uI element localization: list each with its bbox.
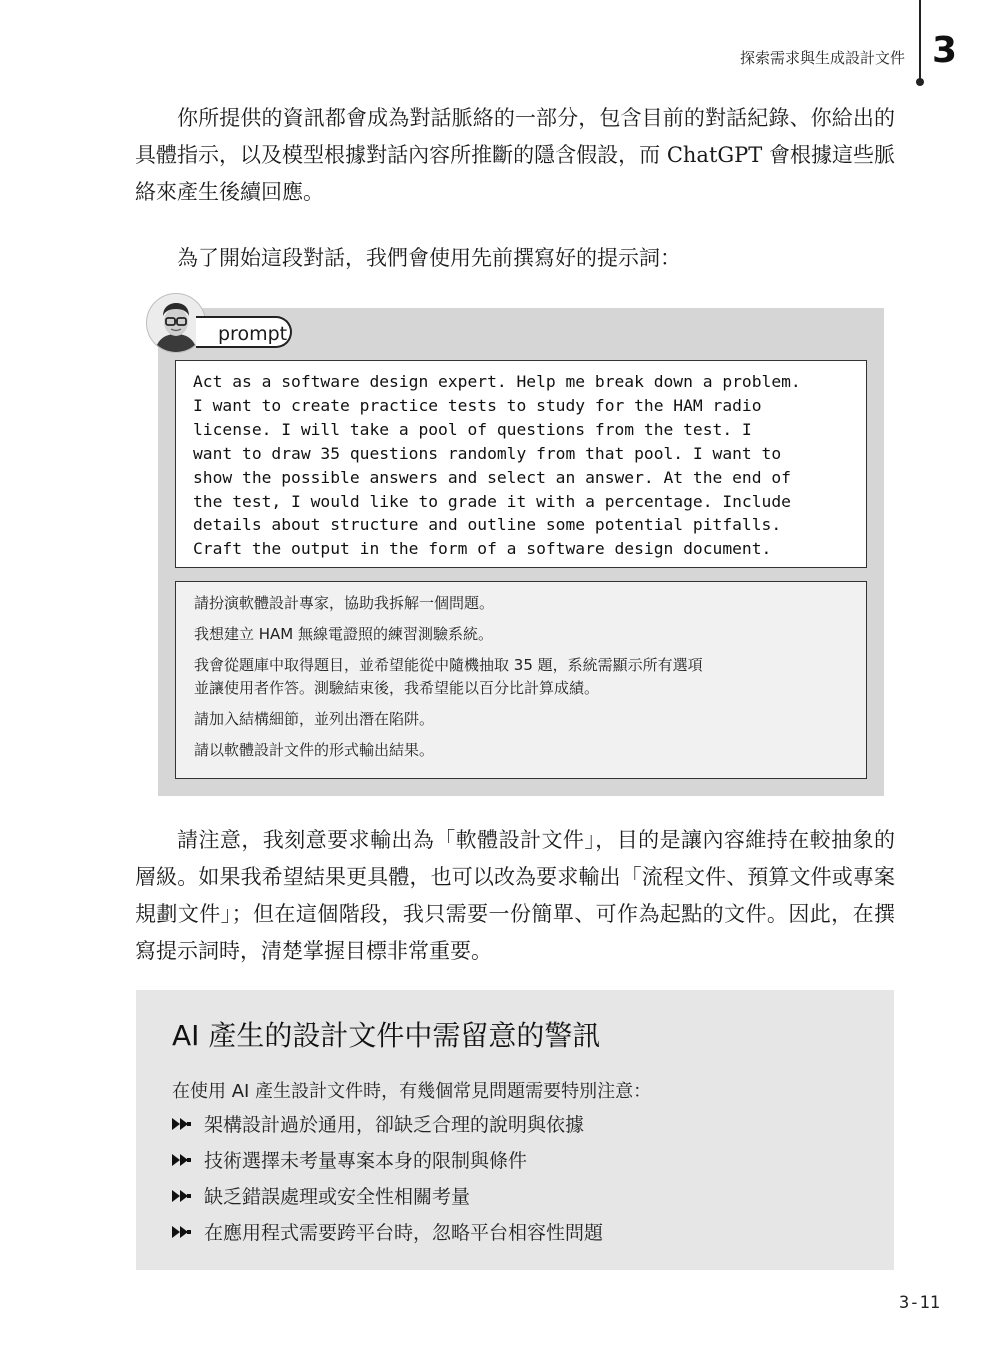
note-bullet-text: 技術選擇未考量專案本身的限制與條件 — [204, 1150, 528, 1172]
prompt-translation-box — [175, 581, 867, 779]
paragraph-intro-prompt: 為了開始這段對話，我們會使用先前撰寫好的提示詞： — [177, 246, 681, 270]
paragraph-explanation: 請注意，我刻意要求輸出為「軟體設計文件」，目的是讓內容維持在較抽象的層級。如果我希望結果更具體，也可以改為要求輸出「流程文件、預算文件或專案規劃文件」；但在這個階段，我只需要一份簡單、可作為起點的文件。因此，在撰寫提示詞時，清楚掌握目標非常重要。 — [135, 828, 895, 963]
double-arrow-bullet-icon — [172, 1118, 192, 1130]
prompt-line: license. I will take a pool of questions from the test. I — [193, 419, 752, 439]
paragraph-context: 你所提供的資訊都會成為對話脈絡的一部分，包含目前的對話紀錄、你給出的具體指示，以及模型根據對話內容所推斷的隱含假設，而 ChatGPT 會根據這些脈絡來產生後續回應。 — [135, 106, 895, 204]
translation-line: 請加入結構細節，並列出潛在陷阱。 — [194, 710, 435, 728]
translation-line: 我會從題庫中取得題目，並希望能從中隨機抽取 35 題，系統需顯示所有選項 — [194, 656, 703, 674]
note-bullet-item — [172, 1218, 603, 1245]
translation-line: 請扮演軟體設計專家，協助我拆解一個問題。 — [194, 594, 495, 612]
note-title: AI 產生的設計文件中需留意的警訊 — [172, 1019, 601, 1052]
prompt-line: the test, I would like to grade it with a percentage. Include — [193, 491, 791, 511]
note-bullet-text: 架構設計過於通用，卻缺乏合理的說明與依據 — [204, 1114, 585, 1136]
running-header-title: 探索需求與生成設計文件 — [739, 49, 905, 67]
double-arrow-bullet-icon — [172, 1190, 192, 1202]
prompt-line: details about structure and outline some potential pitfalls. — [193, 515, 782, 535]
translation-line: 請以軟體設計文件的形式輸出結果。 — [194, 741, 435, 759]
header-divider-dot — [916, 78, 924, 86]
note-bullet-item — [172, 1110, 584, 1137]
header-divider — [919, 0, 921, 82]
prompt-line: I want to create practice tests to study for the HAM radio — [193, 395, 762, 415]
prompt-line: Craft the output in the form of a software design document. — [193, 539, 772, 559]
translation-line: 並讓使用者作答。測驗結束後，我希望能以百分比計算成績。 — [194, 679, 600, 697]
translation-line: 我想建立 HAM 無線電證照的練習測驗系統。 — [194, 625, 494, 643]
prompt-line: want to draw 35 questions randomly from that pool. I want to — [193, 443, 782, 463]
prompt-tag: prompt — [196, 316, 292, 348]
prompt-line: show the possible answers and select an answer. At the end of — [193, 467, 791, 487]
note-bullet-text: 缺乏錯誤處理或安全性相關考量 — [204, 1186, 471, 1208]
note-bullet-text: 在應用程式需要跨平台時，忽略平台相容性問題 — [204, 1222, 604, 1244]
chapter-number: 3 — [932, 30, 958, 71]
double-arrow-bullet-icon — [172, 1154, 192, 1166]
prompt-line: Act as a software design expert. Help me break down a problem. — [193, 372, 801, 391]
double-arrow-bullet-icon — [172, 1226, 192, 1238]
note-bullet-item — [172, 1146, 527, 1173]
page-number: 3-11 — [899, 1293, 940, 1313]
prompt-english-box — [175, 360, 867, 568]
note-bullet-item — [172, 1182, 470, 1209]
note-intro: 在使用 AI 產生設計文件時，有幾個常見問題需要特別注意： — [172, 1081, 652, 1102]
